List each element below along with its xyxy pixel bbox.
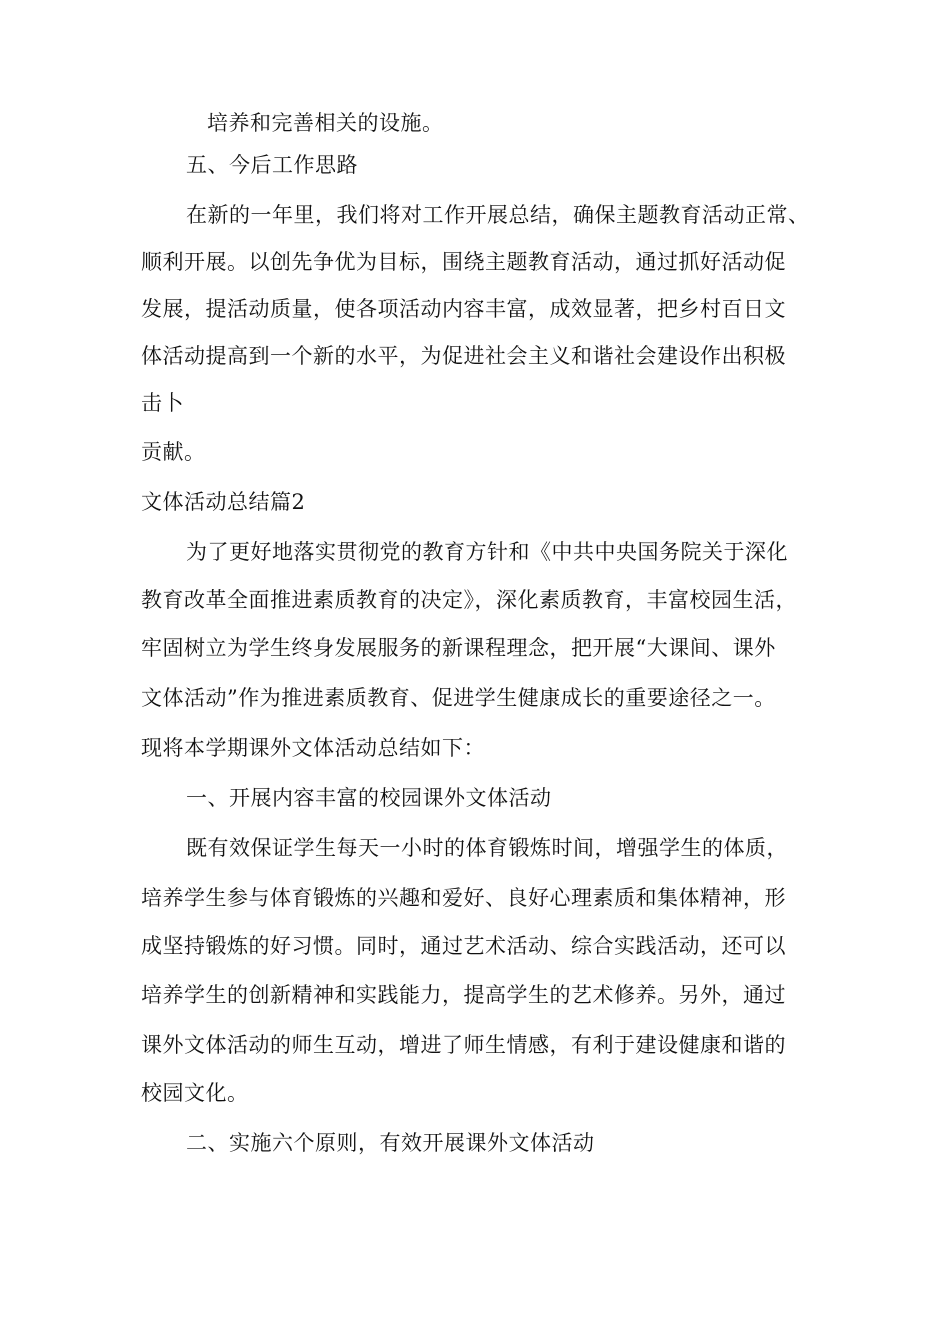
text-line: 为了更好地落实贯彻党的教育方针和《中共中央国务院关于深化 xyxy=(186,540,788,564)
section-heading: 二、实施六个原则，有效开展课外文体活动 xyxy=(186,1131,595,1155)
text-line: 顺利开展。以创先争优为目标，围绕主题教育活动，通过抓好活动促 xyxy=(141,250,786,274)
text-line: 既有效保证学生每天一小时的体育锻炼时间，增强学生的体质， xyxy=(186,836,788,860)
text-line: 培养学生参与体育锻炼的兴趣和爱好、良好心理素质和集体精神，形 xyxy=(141,886,786,910)
text-line: 击卜 xyxy=(141,391,184,415)
text-line: 牢固树立为学生终身发展服务的新课程理念，把开展“大课间、课外 xyxy=(141,636,776,660)
text-line: 在新的一年里，我们将对工作开展总结，确保主题教育活动正常、 xyxy=(186,203,810,227)
text-line: 发展，提活动质量，使各项活动内容丰富，成效显著，把乡村百日文 xyxy=(141,297,786,321)
text-line: 文体活动”作为推进素质教育、促进学生健康成长的重要途径之一。 xyxy=(141,686,776,710)
text-line: 校园文化。 xyxy=(141,1081,249,1105)
text-line: 培养学生的创新精神和实践能力，提高学生的艺术修养。另外，通过 xyxy=(141,983,786,1007)
text-line: 教育改革全面推进素质教育的决定》，深化素质教育，丰富校园生活， xyxy=(141,588,797,612)
text-line: 成坚持锻炼的好习惯。同时，通过艺术活动、综合实践活动，还可以 xyxy=(141,934,786,958)
section-heading: 五、今后工作思路 xyxy=(186,153,358,177)
text-line: 贡献。 xyxy=(141,440,206,464)
text-line: 现将本学期课外文体活动总结如下： xyxy=(141,736,485,760)
article-title: 文体活动总结篇2 xyxy=(141,490,306,514)
section-heading: 一、开展内容丰富的校园课外文体活动 xyxy=(186,786,552,810)
text-line: 课外文体活动的师生互动，增进了师生情感，有利于建设健康和谐的 xyxy=(141,1033,786,1057)
text-line: 体活动提高到一个新的水平，为促进社会主义和谐社会建设作出积极 xyxy=(141,344,786,368)
text-line: 培养和完善相关的设施。 xyxy=(207,111,444,135)
